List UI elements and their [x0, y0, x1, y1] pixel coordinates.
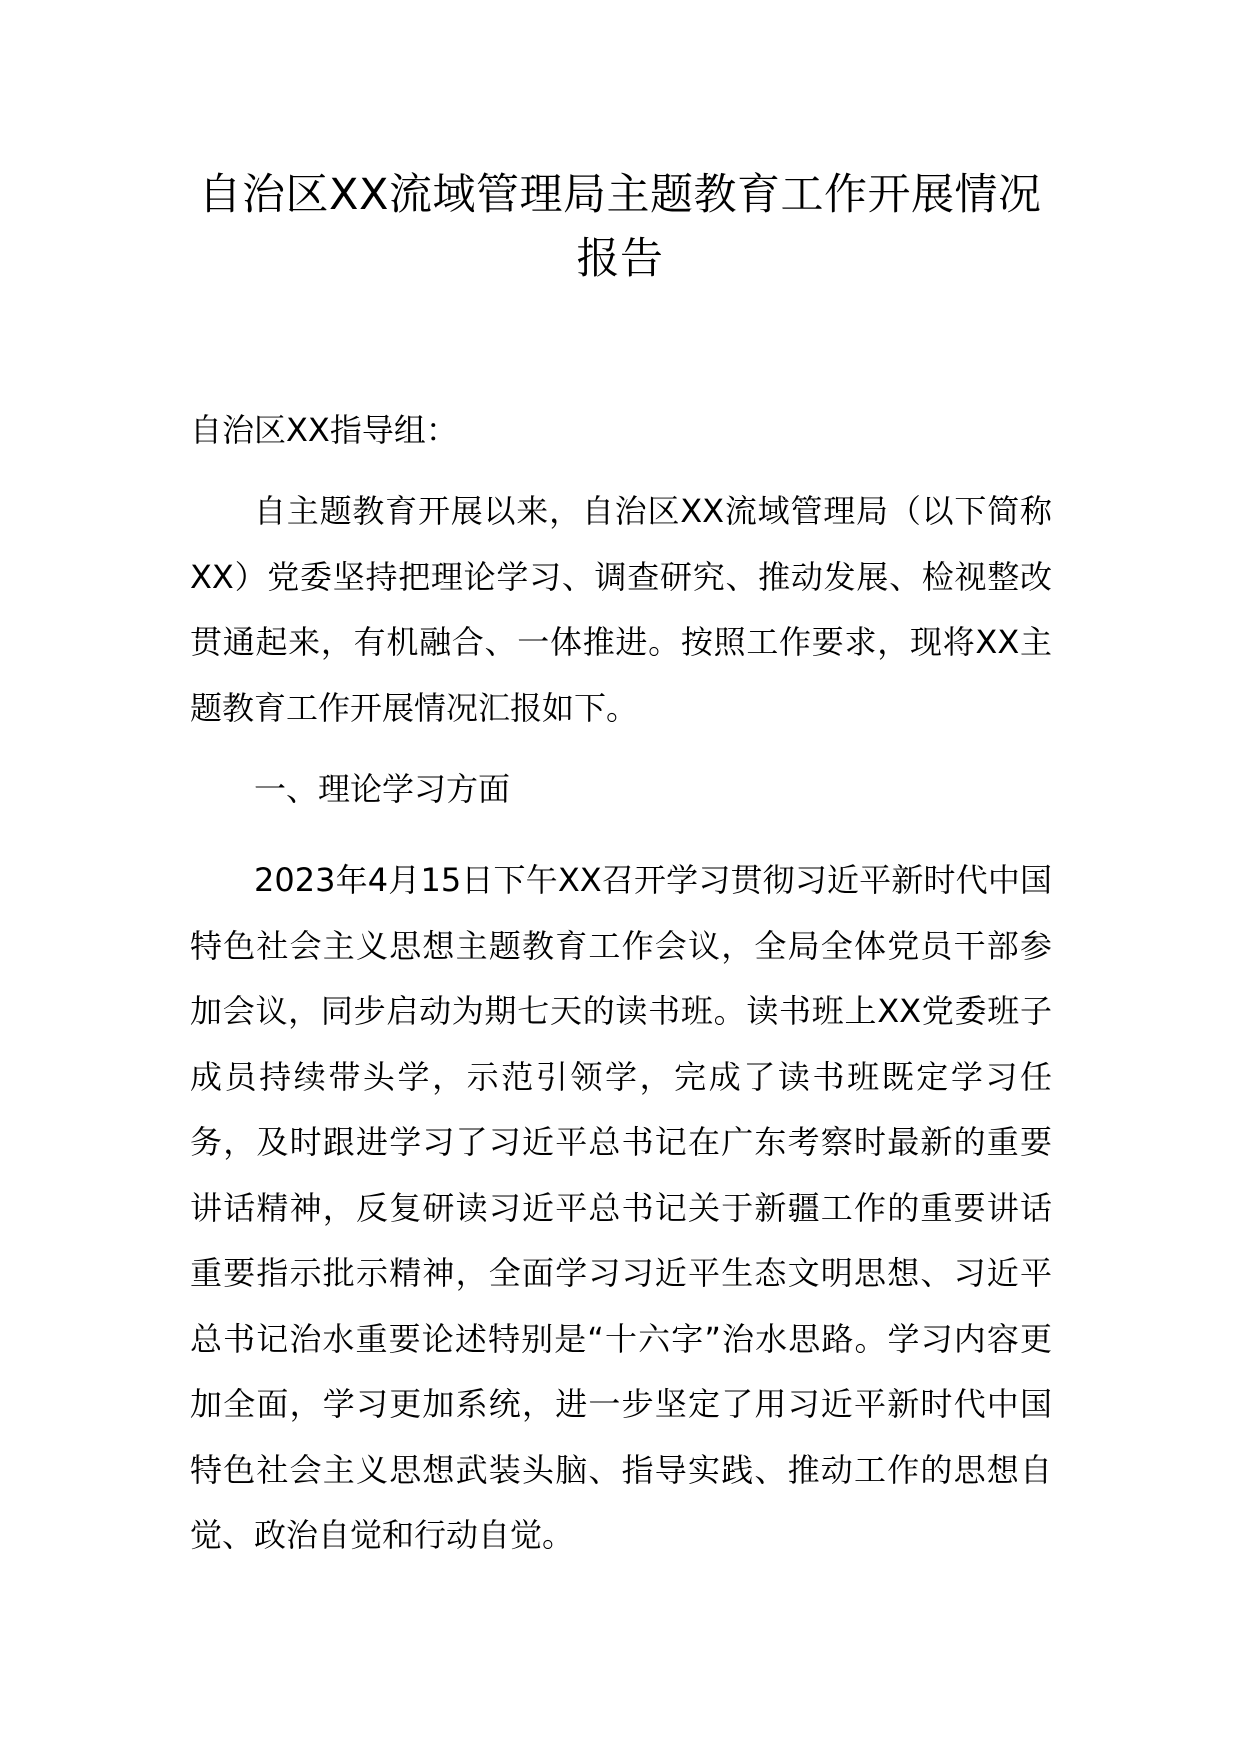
- document-title: 自治区XX流域管理局主题教育工作开展情况报告: [198, 170, 1042, 284]
- body-paragraph: 2023年4月15日下午XX召开学习贯彻习近平新时代中国特色社会主义思想主题教育工作会议，全局全体党员干部参加会议，同步启动为期七天的读书班。读书班上XX党委班子成员持续带头学，示范引领学，完成了读书班既定学习任务，及时跟进学习了习近平总书记在广东考察时最新的重要讲话精神，反复研读习近平总书记关于新疆工作的重要讲话重要指示批示精神，全面学习习近平生态文明思想、习近平总书记治水重要论述特别是“十六字”治水思路。学习内容更加全面，学习更加系统，进一步坚定了用习近平新时代中国特色社会主义思想武装头脑、指导实践、推动工作的思想自觉、政治自觉和行动自觉。: [190, 861, 1052, 1554]
- intro-paragraph: 自主题教育开展以来，自治区XX流域管理局（以下简称XX）党委坚持把理论学习、调查研究、推动发展、检视整改贯通起来，有机融合、一体推进。按照工作要求，现将XX主题教育工作开展情况汇报如下。: [190, 492, 1052, 727]
- section-heading: 一、理论学习方面: [254, 770, 511, 808]
- salutation: 自治区XX指导组：: [190, 411, 458, 449]
